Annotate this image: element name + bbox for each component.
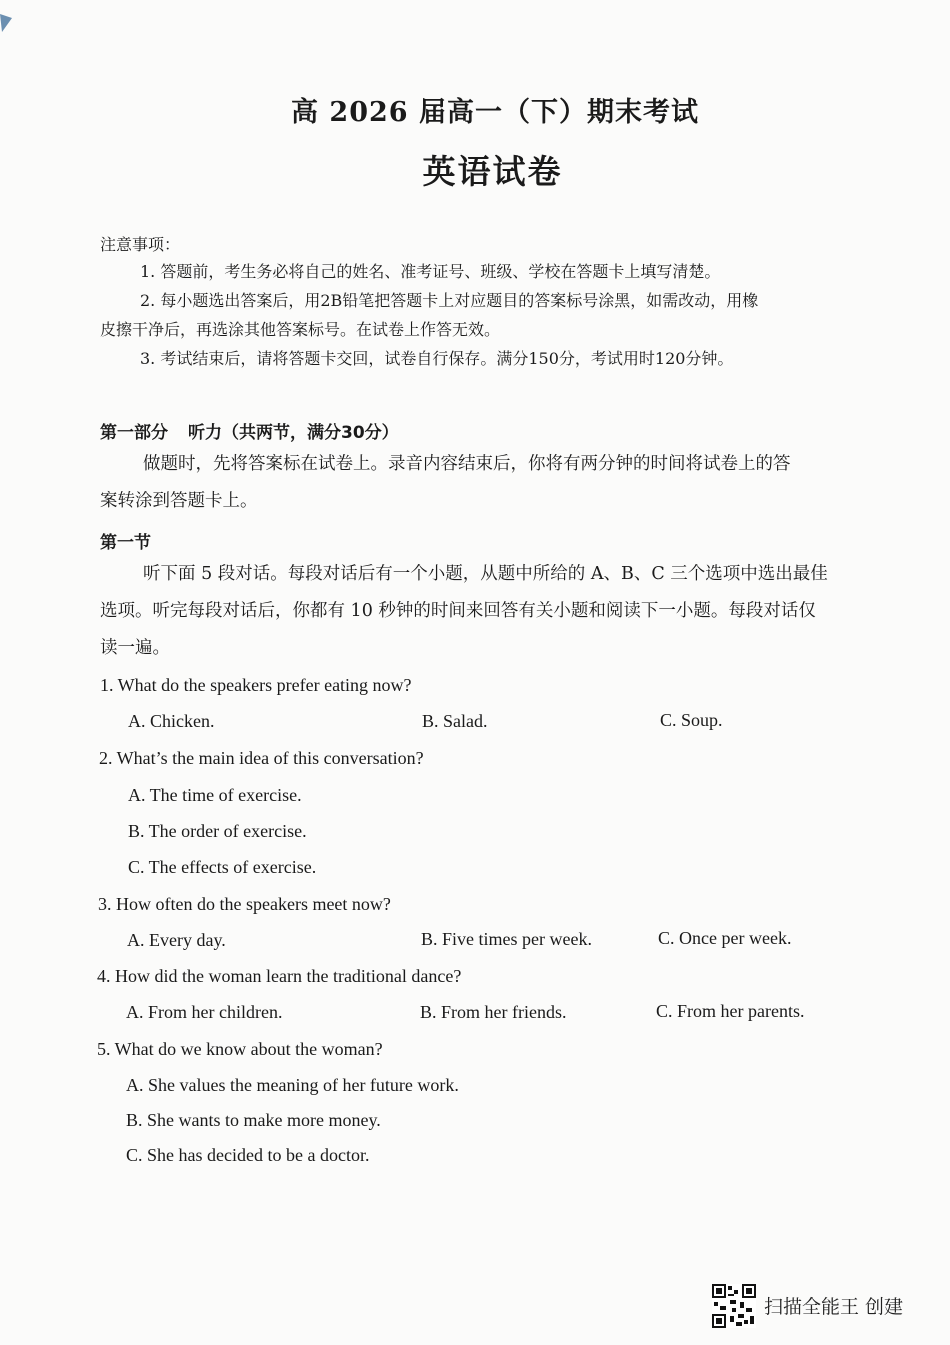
exam-title: 高 2026 届高一（下）期末考试 xyxy=(291,97,699,128)
question-5: 5. What do we know about the woman? xyxy=(97,1039,383,1059)
option-3c: C. Once per week. xyxy=(658,928,792,948)
option-5c: C. She has decided to be a doctor. xyxy=(126,1145,370,1165)
section-line-3: 读一遍。 xyxy=(100,638,170,658)
notice-line-2: 2. 每小题选出答案后，用2B铅笔把答题卡上对应题目的答案标号涂黑，如需改动，用橡 xyxy=(140,291,759,310)
question-1: 1. What do the speakers prefer eating now? xyxy=(100,675,412,695)
qr-code-icon xyxy=(712,1284,756,1328)
notice-item xyxy=(100,257,880,373)
notice-line-1: 1. 答题前，考生务必将自己的姓名、准考证号、班级、学校在答题卡上填写清楚。 xyxy=(140,262,721,281)
option-2a: A. The time of exercise. xyxy=(128,785,302,805)
option-2b: B. The order of exercise. xyxy=(128,821,307,841)
section-intro xyxy=(100,556,882,667)
part-title: 听力（共两节，满分30分） xyxy=(188,423,399,443)
corner-mark xyxy=(0,14,12,32)
section-heading: 第一节 xyxy=(100,533,151,553)
option-5a: A. She values the meaning of her future work. xyxy=(126,1075,459,1095)
scanner-watermark: 扫描全能王 创建 xyxy=(764,1296,904,1318)
part-heading xyxy=(100,418,399,443)
section-line-1: 听下面 5 段对话。每段对话后有一个小题，从题中所给的 A、B、C 三个选项中选出最佳 xyxy=(143,564,828,584)
section-line-2: 选项。听完每段对话后，你都有 10 秒钟的时间来回答有关小题和阅读下一小题。每段对话仅 xyxy=(100,601,816,621)
option-1c: C. Soup. xyxy=(660,710,723,730)
option-4a: A. From her children. xyxy=(126,1002,283,1022)
option-1a: A. Chicken. xyxy=(128,711,215,731)
option-4c: C. From her parents. xyxy=(656,1001,805,1021)
option-4b: B. From her friends. xyxy=(420,1002,567,1022)
question-2: 2. What’s the main idea of this conversation? xyxy=(99,748,424,768)
part-number: 第一部分 xyxy=(100,423,168,443)
intro-line-1: 做题时，先将答案标在试卷上。录音内容结束后，你将有两分钟的时间将试卷上的答 xyxy=(143,454,791,474)
notice-line-3: 皮擦干净后，再选涂其他答案标号。在试卷上作答无效。 xyxy=(100,320,501,339)
option-2c: C. The effects of exercise. xyxy=(128,857,317,877)
option-3a: A. Every day. xyxy=(127,930,226,950)
notice-heading: 注意事项： xyxy=(100,235,181,254)
part-intro xyxy=(100,446,882,520)
notice-line-4: 3. 考试结束后，请将答题卡交回，试卷自行保存。满分150分，考试用时120分钟。 xyxy=(140,349,734,368)
intro-line-2: 案转涂到答题卡上。 xyxy=(100,491,258,511)
option-3b: B. Five times per week. xyxy=(421,929,592,949)
question-3: 3. How often do the speakers meet now? xyxy=(98,894,391,914)
question-4: 4. How did the woman learn the traditional dance? xyxy=(97,966,462,986)
option-1b: B. Salad. xyxy=(422,711,488,731)
option-5b: B. She wants to make more money. xyxy=(126,1110,381,1130)
exam-subtitle: 英语试卷 xyxy=(422,152,563,191)
